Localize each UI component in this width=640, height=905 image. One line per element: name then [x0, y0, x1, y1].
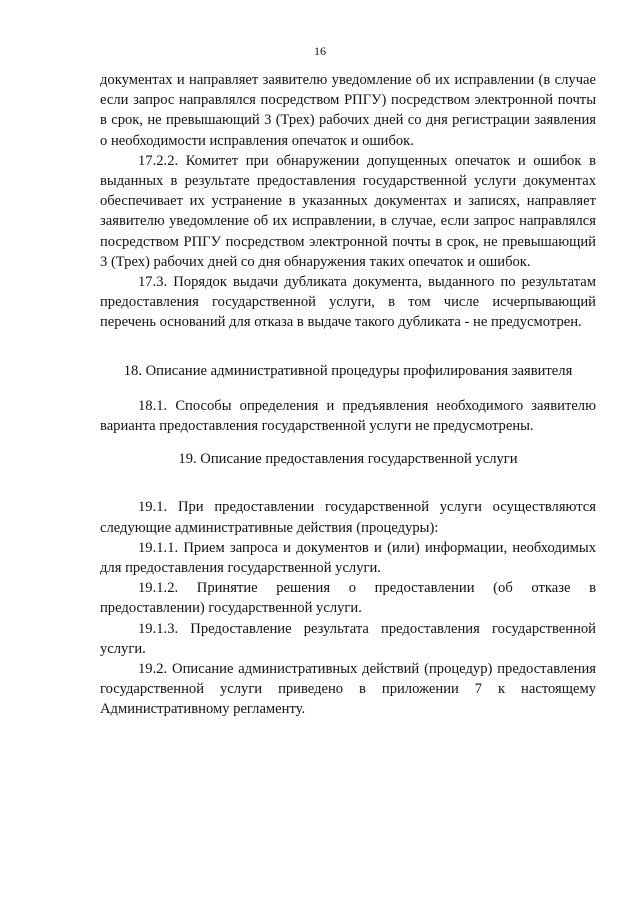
section-18-heading: 18. Описание административной процедуры профилирования заявителя — [123, 362, 573, 379]
spacer — [100, 381, 596, 396]
spacer — [100, 333, 596, 361]
paragraph-19-1: 19.1. При предоставлении государственной услуги осуществляются следующие административные действия (процедуры): — [100, 499, 596, 536]
paragraph-19-1-3: 19.1.3. Предоставление результата предоставления государственной услуги. — [100, 620, 596, 657]
paragraph-17-continuation: документах и направляет заявителю уведомление об их исправлении (в случае если запрос направлялся посредством РПГУ) посредством электронной почты в срок, не превышающий 3 (Трех) рабочих дней со дня регистрации заявления о необходимости исправления опечаток и ошибок. — [100, 72, 596, 149]
spacer — [100, 436, 596, 449]
paragraph-19-2: 19.2. Описание административных действий (процедур) предоставления государственной услуги приведено в приложении 7 к настоящему Административному регламенту. — [100, 661, 596, 718]
paragraph-17-3: 17.3. Порядок выдачи дубликата документа, выданного по результатам предоставления государственной услуги, в том числе исчерпывающий перечень оснований для отказа в выдаче такого дубликата - не предусмотрен. — [100, 274, 596, 331]
paragraph-18-1: 18.1. Способы определения и предъявления необходимого заявителю варианта предоставления государственной услуги не предусмотрены. — [100, 397, 596, 435]
document-body — [100, 70, 596, 720]
paragraph-19-1-1: 19.1.1. Прием запроса и документов и (или) информации, необходимых для предоставления государственной услуги. — [100, 539, 596, 577]
paragraph-19-1-2: 19.1.2. Принятие решения о предоставлении (об отказе в предоставлении) государственной услуги. — [100, 580, 596, 617]
paragraph-17-2-2: 17.2.2. Комитет при обнаружении допущенных опечаток и ошибок в выданных в результате предоставления государственной услуги документах обеспечивает их устранение в указанных документах и записях, направляет заявителю уведомление об их исправлении, в случае, если запрос направлялся посредством РПГУ посредством электронной почты в срок, не превышающий 3 (Трех) рабочих дней со дня обнаружения таких опечаток и ошибок. — [100, 152, 596, 270]
section-19-heading: 19. Описание предоставления государственной услуги — [178, 451, 518, 468]
page-number: 16 — [314, 44, 326, 58]
spacer — [100, 469, 596, 497]
